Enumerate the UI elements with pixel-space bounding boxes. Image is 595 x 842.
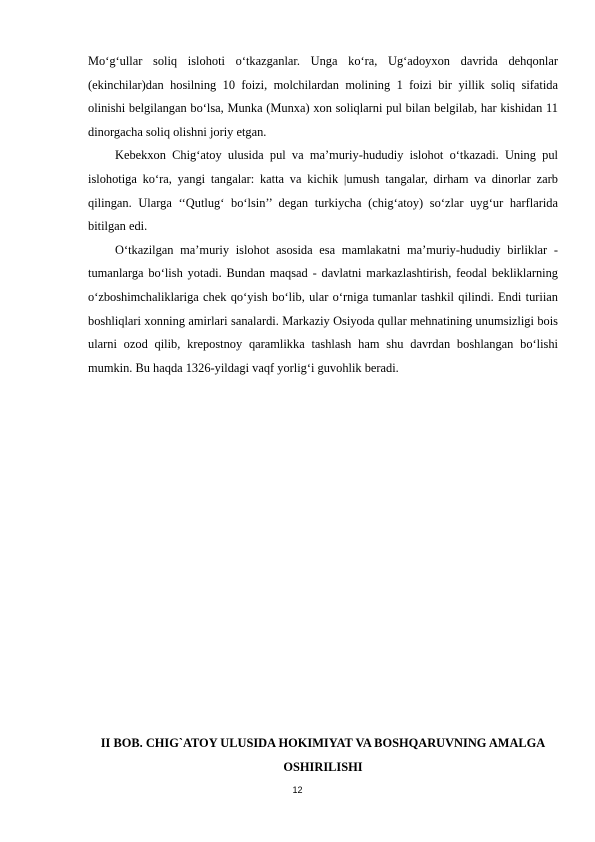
body-text [88,50,558,380]
paragraph-kebekxon-islohoti: Kebekxon Chig‘atoy ulusida pul va ma’muriy-hududiy islohot o‘tkazadi. Uning pul islohotiga ko‘ra, yangi tangalar: katta va kichik |umush tangalar, dirham va dinorlar zarb qilingan. Ularga ‘‘Qutlug‘ bo‘lsin’’ degan turkiycha (chig‘atoy) so‘zlar uyg‘ur harflarida bitilgan edi. [88,148,558,234]
page-number: 12 [292,785,303,795]
paragraph-mamuriy-islohot: O‘tkazilgan ma’muriy islohot asosida esa mamlakatni ma’muriy-hududiy birliklar - tumanlarga bo‘lish yotadi. Bundan maqsad - davlatni markazlashtirish, feodal bekliklarning o‘zboshimchaliklariga chek qo‘yish bo‘lib, ular o‘rniga tumanlar tashkil qilindi. Endi turiian boshliqlari xonning amirlari sanalardi. Markaziy Osiyoda qullar mehnatining unumsizligi bois ularni ozod qilib, krepostnoy qaramlikka tashlash ham shu davrdan boshlangan bo‘lishi mumkin. Bu haqda 1326-yildagi vaqf yorlig‘i guvohlik beradi. [88,242,558,375]
chapter-heading: II BOB. CHIG`ATOY ULUSIDA HOKIMIYAT VA BOSHQARUVNING AMALGA OSHIRILISHI [100,736,546,774]
paragraph-soliq-islohoti: Mo‘g‘ullar soliq islohoti o‘tkazganlar. Unga ko‘ra, Ug‘adoyxon davrida dehqonlar (ekinchilar)dan hosilning 10 foizi, molchilardan molining 1 foizi bir yillik soliq sifatida olinishi belgilangan bo‘lsa, Munka (Munxa) xon soliqlarni pul bilan belgilab, har kishidan 11 dinorgacha soliq olishni joriy etgan. [88,54,558,139]
